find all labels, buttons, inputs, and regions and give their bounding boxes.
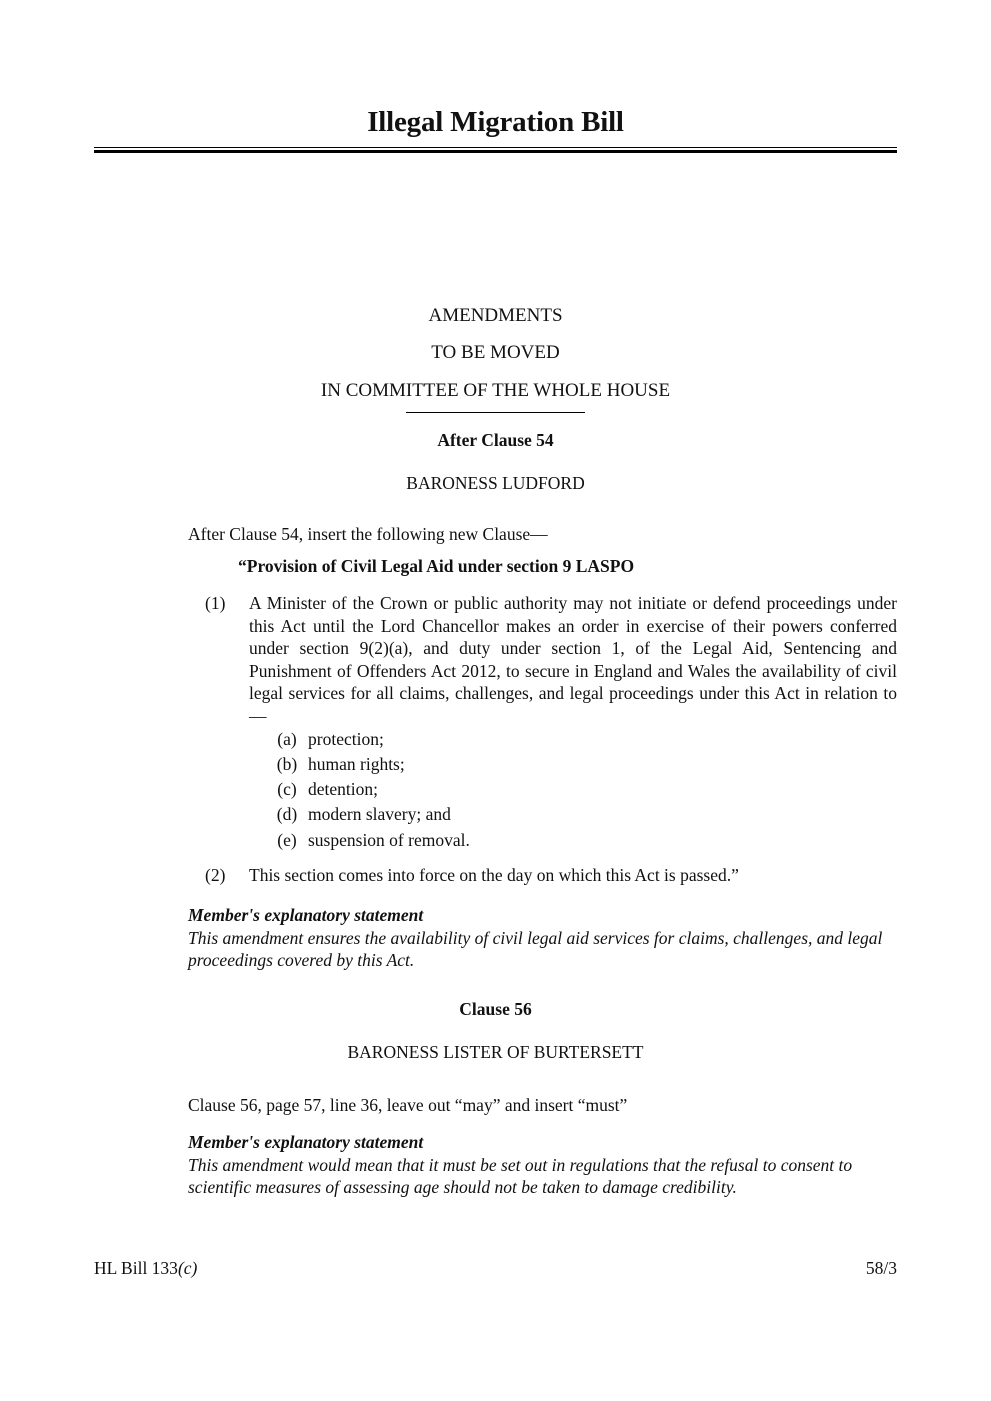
amendment-2-member: BARONESS LISTER OF BURTERSETT <box>347 1042 644 1062</box>
subsection-2-text: This section comes into force on the day on which this Act is passed.” <box>249 865 739 885</box>
page-reference: 58/3 <box>865 1258 897 1278</box>
list-item-d: (d) modern slavery; and <box>276 804 451 824</box>
subsection-2-number: (2) <box>205 865 226 885</box>
subsection-1-number: (1) <box>205 593 226 613</box>
amendment-1-member: BARONESS LUDFORD <box>406 473 585 493</box>
bill-title: Illegal Migration Bill <box>367 106 624 138</box>
subsection-1-text: A Minister of the Crown or public authority may not initiate or defend proceedings under this Act until the Lord Chancellor makes an order in exercise of their powers conferred under section 9(2)(a), and duty under section 1, of the Legal Aid, Sentencing and Punishment of Offenders Act 2012, to secure in England and Wales the availability of civil legal services for all claims, challenges, and legal proceedings under this Act in relation to— <box>249 593 897 726</box>
bill-reference: HL Bill 133(c) <box>94 1258 198 1278</box>
list-item-b: (b) human rights; <box>276 754 405 774</box>
amendment-1-instruction: After Clause 54, insert the following new Clause— <box>188 524 548 544</box>
list-item-e: (e) suspension of removal. <box>277 830 470 850</box>
title-rule-thin <box>94 147 897 148</box>
amendment-1-position: After Clause 54 <box>437 430 554 450</box>
amendment-1-explanatory <box>188 904 897 972</box>
new-clause-heading: “Provision of Civil Legal Aid under section 9 LASPO <box>238 556 635 576</box>
subsection-1 <box>205 592 897 727</box>
explanatory-heading: Member's explanatory statement <box>188 905 424 925</box>
list-item-a: (a) protection; <box>277 729 384 749</box>
header-to-be-moved: TO BE MOVED <box>431 342 560 363</box>
title-rule-thick <box>94 150 897 153</box>
explanatory-text: This amendment would mean that it must be set out in regulations that the refusal to consent to scientific measures of assessing age should not be taken to damage credibility. <box>188 1154 853 1197</box>
header-amendments: AMENDMENTS <box>428 305 563 326</box>
amendment-2-instruction: Clause 56, page 57, line 36, leave out “may” and insert “must” <box>188 1095 628 1115</box>
header-committee: IN COMMITTEE OF THE WHOLE HOUSE <box>320 380 671 401</box>
header-divider <box>406 412 585 413</box>
amendment-2-explanatory <box>188 1131 897 1199</box>
subsection-2 <box>205 864 897 887</box>
list-item-c: (c) detention; <box>277 779 378 799</box>
amendment-2-position: Clause 56 <box>459 999 532 1019</box>
explanatory-heading: Member's explanatory statement <box>188 1132 424 1152</box>
explanatory-text: This amendment ensures the availability of civil legal aid services for claims, challenges, and legal proceedings covered by this Act. <box>188 927 883 970</box>
